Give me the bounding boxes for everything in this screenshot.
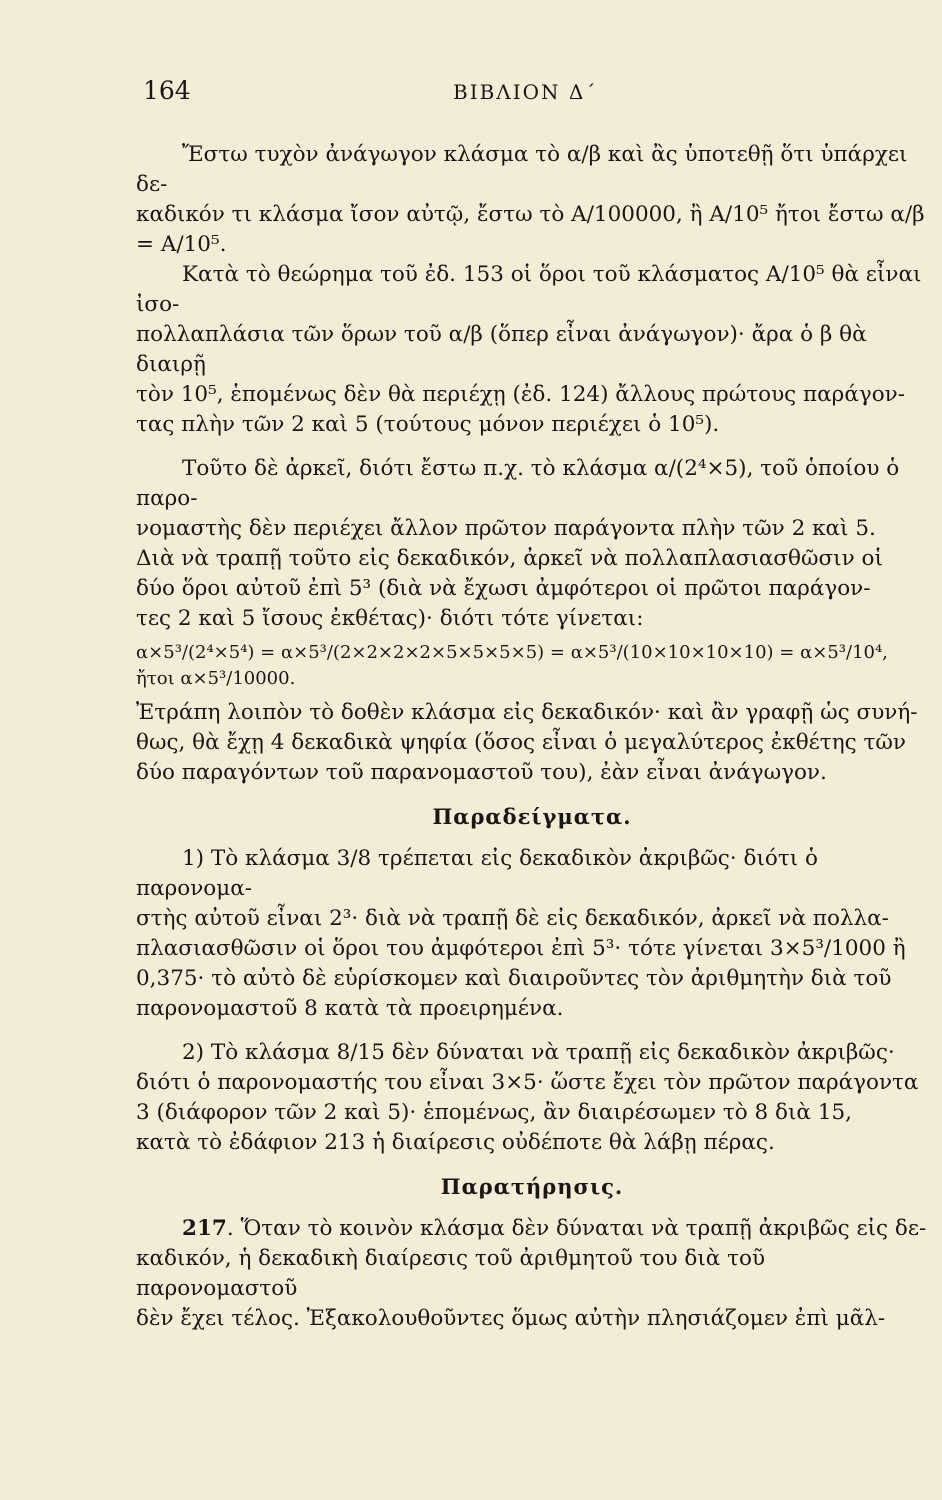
text-line: δύο παραγόντων τοῦ παρανομαστοῦ του), ἐὰν εἶναι ἀνάγωγον. <box>136 760 827 785</box>
text-line: διότι ὁ παρονομαστής του εἶναι 3×5· ὥστε ἔχει τὸν πρῶτον παράγοντα <box>136 1070 919 1095</box>
text-line: 1) Τὸ κλάσμα 3/8 τρέπεται εἰς δεκαδικὸν ἀκριβῶς· διότι ὁ παρονομα- <box>136 846 818 901</box>
text-line: πλασιασθῶσιν οἱ ὅροι του ἀμφότεροι ἐπὶ 5³· τότε γίνεται 3×5³/1000 ἢ <box>136 936 906 961</box>
text-line: κατὰ τὸ ἐδάφιον 213 ἡ διαίρεσις οὐδέποτε θὰ λάβῃ πέρας. <box>136 1130 775 1155</box>
text-line: παρονομαστοῦ 8 κατὰ τὰ προειρημένα. <box>136 996 564 1021</box>
text-line: τας πλὴν τῶν 2 καὶ 5 (τούτους μόνον περιέχει ὁ 10⁵). <box>136 412 720 437</box>
text-line: 2) Τὸ κλάσμα 8/15 δὲν δύναται νὰ τραπῇ εἰς δεκαδικὸν ἀκριβῶς· <box>182 1040 895 1065</box>
text-line: καδικόν τι κλάσμα ἴσον αὐτῷ, ἔστω τὸ Α/100000, ἢ Α/10⁵ ἤτοι ἔστω α/β = Α/10⁵. <box>136 202 925 257</box>
examples-heading: Παραδείγματα. <box>432 804 632 829</box>
text-line: θως, θὰ ἔχῃ 4 δεκαδικὰ ψηφία (ὅσος εἶναι ὁ μεγαλύτερος ἐκθέτης τῶν <box>136 730 906 755</box>
text-line: δὲν ἔχει τέλος. Ἐξακολουθοῦντες ὅμως αὐτὴν πλησιάζομεν ἐπὶ μᾶλ- <box>136 1306 886 1331</box>
text-line: τες 2 καὶ 5 ἴσους ἐκθέτας)· διότι τότε γίνεται: <box>136 606 644 631</box>
text-line: νομαστὴς δὲν περιέχει ἄλλον πρῶτον παράγοντα πλὴν τῶν 2 καὶ 5. <box>136 516 876 541</box>
text-line: Ἐτράπη λοιπὸν τὸ δοθὲν κλάσμα εἰς δεκαδικόν· καὶ ἂν γραφῇ ὡς συνή- <box>136 700 918 725</box>
text-line: Ἔστω τυχὸν ἀνάγωγον κλάσμα τὸ α/β καὶ ἂς ὑποτεθῇ ὅτι ὑπάρχει δε- <box>136 142 908 197</box>
section-number: 217 <box>182 1216 227 1241</box>
page-header <box>143 76 812 112</box>
text-line: 217. Ὅταν τὸ κοινὸν κλάσμα δὲν δύναται νὰ τραπῇ ἀκριβῶς εἰς δε- <box>182 1216 927 1241</box>
page-body <box>136 140 928 1334</box>
equation-line: α×5³/(2⁴×5⁴) = α×5³/(2×2×2×2×5×5×5×5) = α×5³/(10×10×10×10) = α×5³/10⁴, ἤτοι α×5³/10000. <box>136 642 888 689</box>
text-line: Κατὰ τὸ θεώρημα τοῦ ἐδ. 153 οἱ ὅροι τοῦ κλάσματος Α/10⁵ θὰ εἶναι ἰσο- <box>136 262 922 317</box>
text-line: 0,375· τὸ αὐτὸ δὲ εὑρίσκομεν καὶ διαιροῦντες τὸν ἀριθμητὴν διὰ τοῦ <box>136 966 892 991</box>
text-line: δύο ὅροι αὐτοῦ ἐπὶ 5³ (διὰ νὰ ἔχωσι ἀμφότεροι οἱ πρῶτοι παράγον- <box>136 576 871 601</box>
remark-heading: Παρατήρησις. <box>440 1174 624 1199</box>
text-line: στὴς αὐτοῦ εἶναι 2³· διὰ νὰ τραπῇ δὲ εἰς δεκαδικόν, ἀρκεῖ νὰ πολλα- <box>136 906 889 931</box>
text-line: Τοῦτο δὲ ἀρκεῖ, διότι ἔστω π.χ. τὸ κλάσμα α/(2⁴×5), τοῦ ὁποίου ὁ παρο- <box>136 456 900 511</box>
page-number: 164 <box>143 76 191 105</box>
text-line: 3 (διάφορον τῶν 2 καὶ 5)· ἑπομένως, ἂν διαιρέσωμεν τὸ 8 διὰ 15, <box>136 1100 852 1125</box>
running-title: ΒΙΒΛΙΟΝ Δ΄ <box>453 80 598 104</box>
text-line: πολλαπλάσια τῶν ὅρων τοῦ α/β (ὅπερ εἶναι ἀνάγωγον)· ἄρα ὁ β θὰ διαιρῇ <box>136 322 867 377</box>
remark-line: Ὅταν τὸ κοινὸν κλάσμα δὲν δύναται νὰ τραπῇ ἀκριβῶς εἰς δε- <box>240 1216 927 1241</box>
text-line: τὸν 10⁵, ἑπομένως δὲν θὰ περιέχῃ (ἐδ. 124) ἄλλους πρώτους παράγον- <box>136 382 905 407</box>
text-line: Διὰ νὰ τραπῇ τοῦτο εἰς δεκαδικόν, ἀρκεῖ νὰ πολλαπλασιασθῶσιν οἱ <box>136 546 883 571</box>
text-line: καδικόν, ἡ δεκαδικὴ διαίρεσις τοῦ ἀριθμητοῦ του διὰ τοῦ παρονομαστοῦ <box>136 1246 766 1301</box>
